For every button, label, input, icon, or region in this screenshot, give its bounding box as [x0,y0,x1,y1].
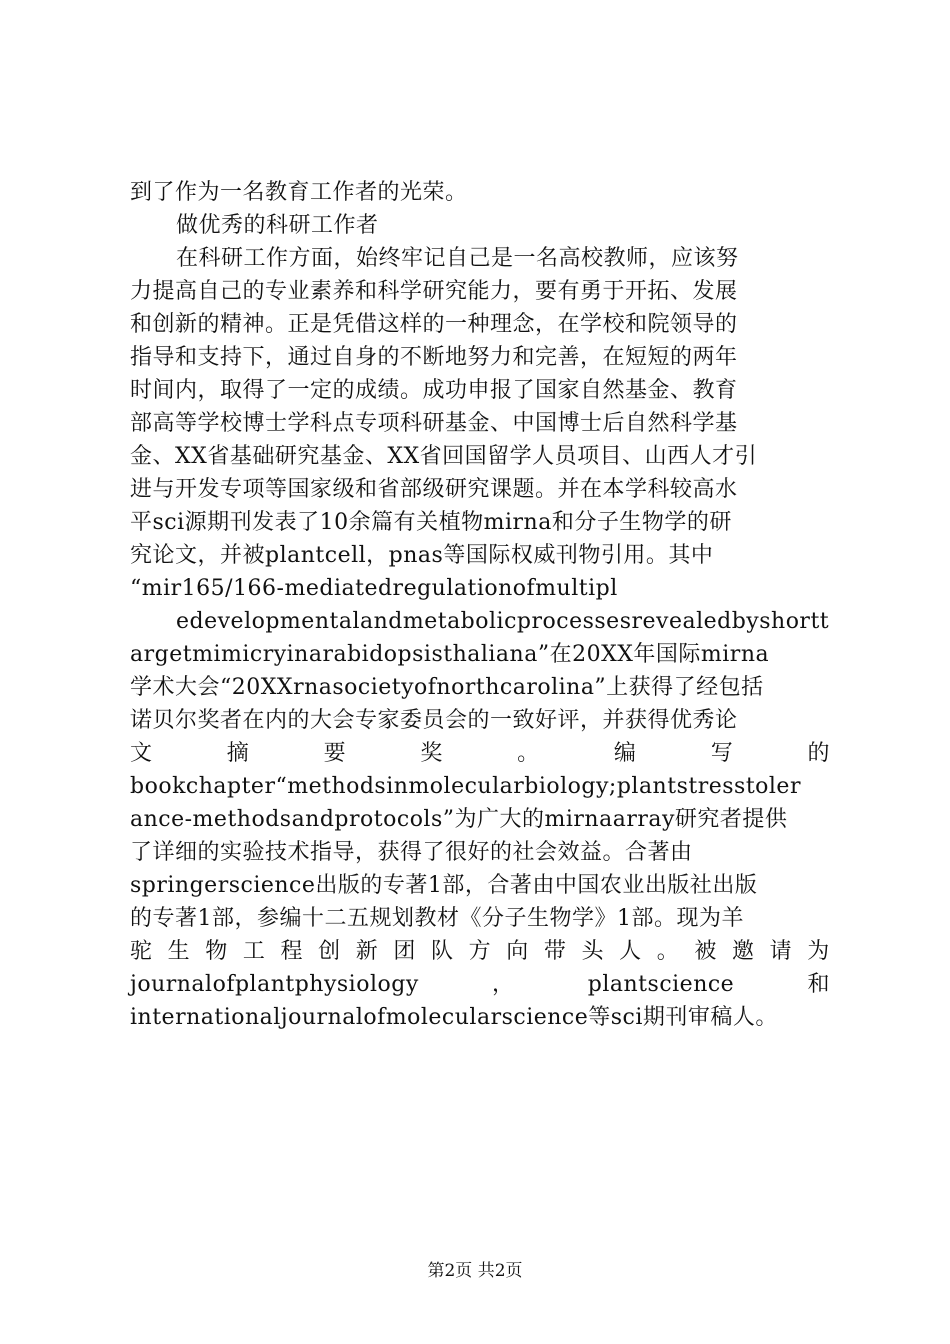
text-line: argetmimicryinarabidopsisthaliana”在20XX年国际mirna [130,642,770,667]
text-line: 诺贝尔奖者在内的大会专家委员会的一致好评，并获得优秀论 [130,708,738,733]
justified-char: 写 [710,741,734,766]
text-line: 进与开发专项等国家级和省部级研究课题。并在本学科较高水 [130,477,738,502]
justified-line-team [130,935,830,968]
justified-char: 新 [355,939,379,964]
justified-char: 向 [506,939,529,964]
page-footer: 第2页 共2页 [427,1261,523,1281]
justified-char: 人 [619,939,642,964]
justified-char: 。 [656,939,680,964]
section-heading: 做优秀的科研工作者 [176,213,379,238]
justified-char: 。 [517,741,540,766]
justified-char: 要 [323,741,347,766]
text-line: 指导和支持下，通过自身的不断地努力和完善，在短短的两年 [130,345,738,370]
justified-line-award [130,737,830,770]
justified-char: 工 [242,939,266,964]
text-line: springerscience出版的专著1部，合著由中国农业出版社出版 [130,873,758,898]
text-line: 和创新的精神。正是凭借这样的一种理念，在学校和院领导的 [130,312,738,337]
justified-char: 的 [807,741,830,766]
text-line: 金、XX省基础研究基金、XX省回国留学人员项目、山西人才引 [130,444,758,469]
text-line: 时间内，取得了一定的成绩。成功申报了国家自然基金、教育 [130,378,738,403]
text-line: bookchapter“methodsinmolecularbiology;plantstresstoler [130,774,801,799]
justified-char: 驼 [130,939,153,964]
body-text [130,176,830,1034]
justified-word: ， [492,972,515,997]
justified-char: 文 [130,741,153,766]
justified-char: 头 [581,939,605,964]
justified-char: 生 [167,939,191,964]
text-line: ance-methodsandprotocols”为广大的mirnaarray研究者提供 [130,807,788,832]
justified-char: 方 [468,939,492,964]
text-line: 学术大会“20XXrnasocietyofnorthcarolina”上获得了经包括 [130,675,764,700]
justified-char: 编 [613,741,637,766]
justified-word: journalofplantphysiology [130,972,419,997]
text-line: 平sci源期刊发表了10余篇有关植物mirna和分子生物学的研 [130,510,732,535]
text-line: edevelopmentalandmetabolicprocessesrevealedbyshortt [176,609,830,634]
justified-char: 队 [431,939,454,964]
text-line: 力提高自己的专业素养和科学研究能力，要有勇于开拓、发展 [130,279,738,304]
justified-char: 程 [280,939,304,964]
text-line: 了详细的实验技术指导，获得了很好的社会效益。合著由 [130,840,693,865]
justified-char: 团 [393,939,416,964]
justified-word: 和 [807,972,830,997]
justified-line-journals [130,968,830,1001]
justified-char: 摘 [226,741,250,766]
justified-char: 奖 [420,741,443,766]
text-line: internationaljournalofmolecularscience等sci期刊审稿人。 [130,1005,778,1030]
justified-char: 物 [205,939,228,964]
justified-char: 邀 [732,939,755,964]
text-line: 究论文，并被plantcell，pnas等国际权威刊物引用。其中 [130,543,714,568]
text-line: 到了作为一名教育工作者的光荣。 [130,180,468,205]
text-line: 在科研工作方面，始终牢记自己是一名高校教师，应该努 [176,246,739,271]
text-line: 的专著1部，参编十二五规划教材《分子生物学》1部。现为羊 [130,906,744,931]
text-line: 部高等学校博士学科点专项科研基金、中国博士后自然科学基 [130,411,738,436]
justified-char: 创 [318,939,341,964]
text-line: “mir165/166-mediatedregulationofmultipl [130,576,618,601]
justified-char: 被 [694,939,717,964]
justified-char: 请 [769,939,793,964]
justified-char: 为 [807,939,830,964]
justified-word: plantscience [587,972,735,997]
justified-char: 带 [543,939,567,964]
